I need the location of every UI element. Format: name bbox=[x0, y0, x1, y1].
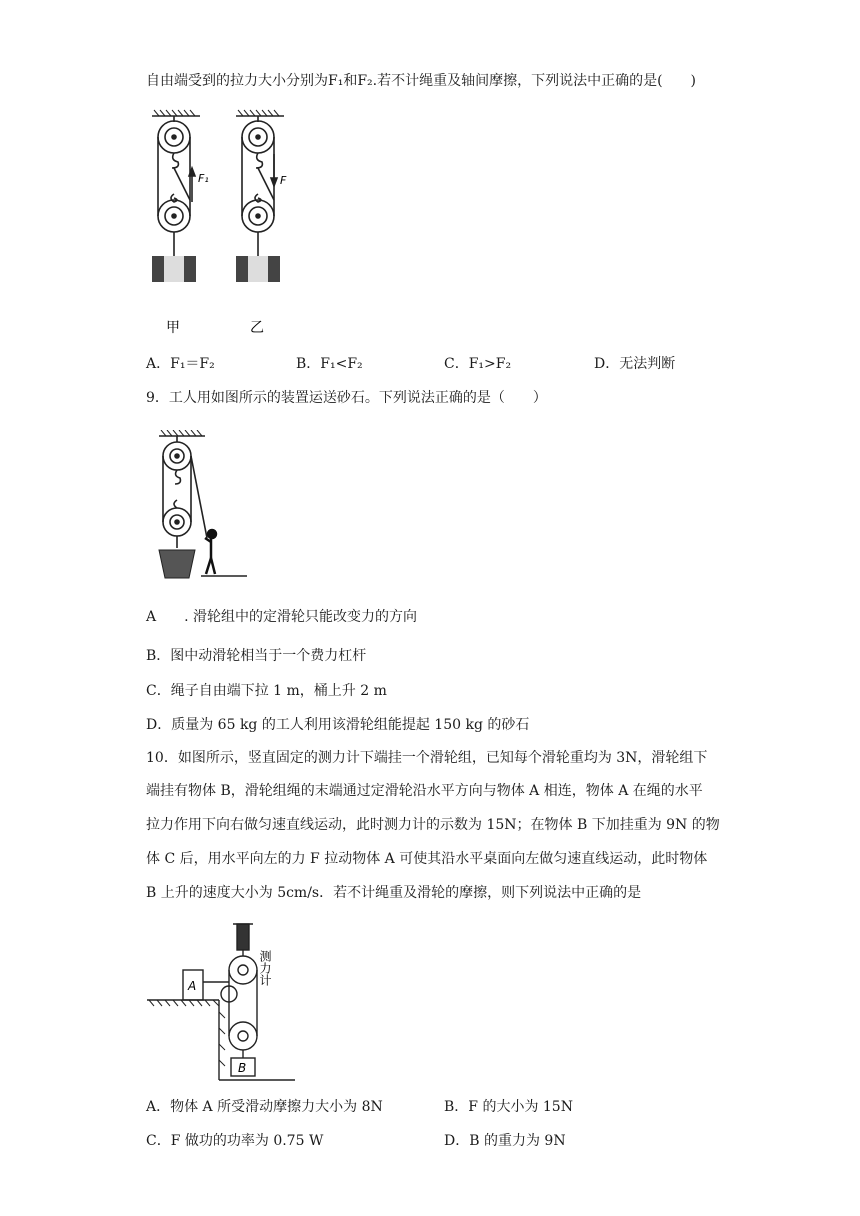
q10-line-5: B 上升的速度大小为 5cm/s．若不计绳重及滑轮的摩擦，则下列说法中正确的是 bbox=[146, 885, 642, 901]
f1-label: F₁ bbox=[198, 172, 209, 185]
q8-option-c: C．F₁>F₂ bbox=[444, 356, 512, 372]
label-jia: 甲 bbox=[166, 320, 180, 336]
q10-option-a: A．物体 A 所受滑动摩擦力大小为 8N bbox=[146, 1099, 383, 1115]
q10-option-d: D．B 的重力为 9N bbox=[444, 1133, 566, 1149]
q10-line-4: 体 C 后，用水平向左的力 F 拉动物体 A 可使其沿水平桌面向左做匀速直线运动，此时物体 bbox=[146, 851, 708, 867]
q9-option-d: D．质量为 65 kg 的工人利用该滑轮组能提起 150 kg 的砂石 bbox=[146, 717, 530, 733]
q9-option-a: A . 滑轮组中的定滑轮只能改变力的方向 bbox=[146, 609, 418, 625]
label-yi: 乙 bbox=[250, 320, 264, 336]
q8-option-d: D．无法判断 bbox=[594, 356, 676, 372]
q10-line-2: 端挂有物体 B，滑轮组绳的末端通过定滑轮沿水平方向与物体 A 相连，物体 A 在绳的水平 bbox=[146, 783, 703, 799]
q8-stem: 自由端受到的拉力大小分别为F₁和F₂.若不计绳重及轴间摩擦，下列说法中正确的是( ) bbox=[146, 73, 697, 89]
label-b: B bbox=[238, 1061, 247, 1075]
label-a: A bbox=[188, 979, 197, 993]
q10-line-1: 10．如图所示，竖直固定的测力计下端挂一个滑轮组，已知每个滑轮重均为 3N，滑轮组下 bbox=[146, 750, 708, 766]
q9-option-b: B．图中动滑轮相当于一个费力杠杆 bbox=[146, 648, 367, 664]
q8-option-a: A．F₁＝F₂ bbox=[146, 356, 215, 372]
q10-option-b: B．F 的大小为 15N bbox=[444, 1099, 573, 1115]
f2-label: F bbox=[280, 174, 287, 187]
q10-pulley-figure bbox=[145, 920, 315, 1085]
q9-stem: 9．工人用如图所示的装置运送砂石。下列说法正确的是（ ） bbox=[146, 390, 547, 406]
q10-option-c: C．F 做功的功率为 0.75 W bbox=[146, 1133, 324, 1149]
label-meter: 测力计 bbox=[258, 950, 272, 986]
q9-option-c: C．绳子自由端下拉 1 m，桶上升 2 m bbox=[146, 683, 387, 699]
q8-pulley-figure bbox=[140, 108, 320, 338]
q9-pulley-figure bbox=[155, 430, 255, 580]
q10-line-3: 拉力作用下向右做匀速直线运动，此时测力计的示数为 15N；在物体 B 下加挂重为 9N 的物 bbox=[146, 817, 720, 833]
q8-option-b: B．F₁<F₂ bbox=[296, 356, 363, 372]
